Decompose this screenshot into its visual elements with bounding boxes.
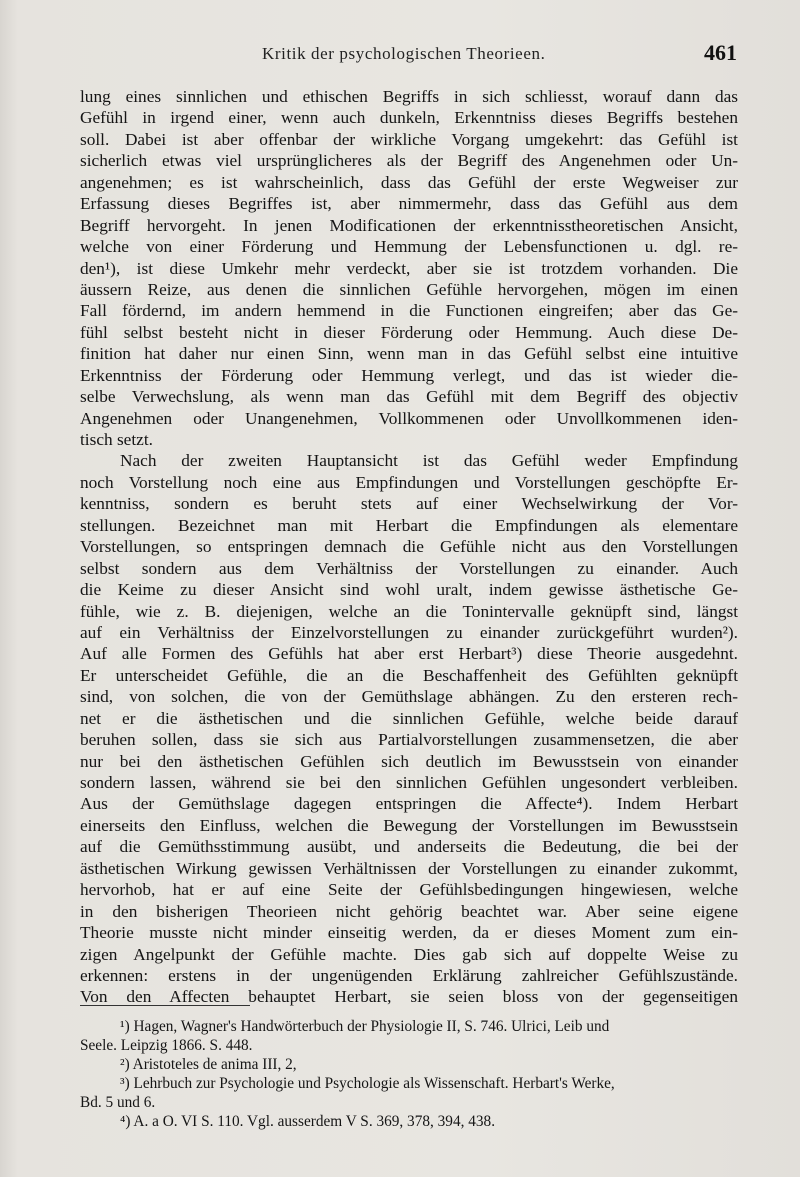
text-line: selbst sondern aus dem Verhältniss der Vorstellungen zu einander. Auch [80,558,738,578]
text-line: zigen Angelpunkt der Gefühle machte. Dies gab sich auf doppelte Weise zu [80,944,738,964]
text-line: die Keime zu dieser Ansicht sind wohl uralt, indem gewisse ästhetische Ge- [80,580,738,600]
text-line: einerseits den Einfluss, welchen die Bewegung der Vorstellungen im Bewusstsein [80,815,738,835]
text-line: Auf alle Formen des Gefühls hat aber erst Herbart³) diese Theorie ausgedehnt. [80,644,738,664]
text-line: auf ein Verhältniss der Einzelvorstellungen zu einander zurückgeführt wurden²). [80,622,738,642]
footnotes [80,1017,738,1131]
running-title: Kritik der psychologischen Theorieen. [262,44,546,63]
text-line: Begriff hervorgeht. In jenen Modificationen der erkenntnisstheoretischen Ansicht, [80,215,738,235]
running-head [0,40,800,70]
text-line: welche von einer Förderung und Hemmung der Lebensfunctionen u. dgl. re- [80,237,738,257]
footnote-line: ³) Lehrbuch zur Psychologie und Psychologie als Wissenschaft. Herbart's Werke, [120,1075,615,1092]
text-line: Angenehmen oder Unangenehmen, Vollkommenen oder Unvollkommenen iden- [80,408,738,428]
text-line: Vorstellungen, so entspringen demnach die Gefühle nicht aus den Vorstellungen [80,537,738,557]
text-line: lung eines sinnlichen und ethischen Begriffs in sich schliesst, worauf dann das [80,87,738,106]
text-line: Gefühl in irgend einer, wenn auch dunkeln, Erkenntniss dieses Begriffs bestehen [80,108,738,128]
text-line: auf die Gemüthsstimmung ausübt, und anderseits die Bedeutung, die bei der [80,837,738,857]
text-line: selbe Verwechslung, als wenn man das Gefühl mit dem Begriff des objectiv [80,387,738,407]
text-line: Nach der zweiten Hauptansicht ist das Gefühl weder Empfindung [120,451,738,471]
text-line: stellungen. Bezeichnet man mit Herbart die Empfindungen als elementare [80,515,738,535]
text-line: Erkenntniss der Förderung oder Hemmung verlegt, und das ist wieder die- [80,365,738,385]
text-line: kenntniss, sondern es beruht stets auf einer Wechselwirkung der Vor- [80,494,738,514]
text-line: Theorie musste nicht minder einseitig werden, da er dieses Moment zum ein- [80,923,738,943]
text-line: Aus der Gemüthslage dagegen entspringen die Affecte⁴). Indem Herbart [80,794,738,814]
text-line: ästhetischen Wirkung gewissen Verhältnissen der Vorstellungen zu einander zukommt, [80,858,738,878]
text-line: Fall fördernd, im andern hemmend in die Functionen eingreifen; aber das Ge- [80,301,738,321]
page-number: 461 [704,40,737,65]
text-line: Von den Affecten behauptet Herbart, sie seien bloss von der gegenseitigen [80,987,738,1007]
text-line: finition hat daher nur einen Sinn, wenn man in das Gefühl selbst eine intuitive [80,344,738,364]
text-line: den¹), ist diese Umkehr mehr verdeckt, aber sie ist trotzdem vorhanden. Die [80,258,738,278]
text-line: beruhen sollen, dass sie sich aus Partialvorstellungen zusammensetzen, die aber [80,730,738,750]
footnote-line: Seele. Leipzig 1866. S. 448. [80,1037,253,1054]
footnote-rule [80,1005,250,1006]
body-text [80,86,738,1008]
footnote-line: Bd. 5 und 6. [80,1094,156,1111]
footnote-line: ¹) Hagen, Wagner's Handwörterbuch der Physiologie II, S. 746. Ulrici, Leib und [120,1018,610,1035]
footnote-line: ⁴) A. a O. VI S. 110. Vgl. ausserdem V S. 369, 378, 394, 438. [120,1113,496,1130]
text-line: hervorhob, hat er auf eine Seite der Gefühlsbedingungen hingewiesen, welche [80,880,738,900]
text-line: fühl selbst besteht nicht in dieser Förderung oder Hemmung. Auch diese De- [80,322,738,342]
text-line: soll. Dabei ist aber offenbar der wirkliche Vorgang umgekehrt: das Gefühl ist [80,129,738,149]
text-line: erkennen: erstens in der ungenügenden Erklärung zahlreicher Gefühlszustände. [80,965,738,985]
footnote-line: ²) Aristoteles de anima III, 2, [120,1056,297,1073]
text-line: fühle, wie z. B. diejenigen, welche an die Tonintervalle geknüpft sind, längst [80,601,738,621]
text-line: Erfassung dieses Begriffes ist, aber nimmermehr, dass das Gefühl aus dem [80,194,738,214]
text-line: net er die ästhetischen und die sinnlichen Gefühle, welche beide darauf [80,708,738,728]
text-line: in den bisherigen Theorieen nicht gehörig beachtet war. Aber seine eigene [80,901,738,921]
text-line: nur bei den ästhetischen Gefühlen sich deutlich im Bewusstsein von einander [80,751,738,771]
text-line: sicherlich etwas viel ursprünglicheres als der Begriff des Angenehmen oder Un- [80,151,738,171]
text-line: sondern lassen, während sie bei den sinnlichen Gefühlen ungesondert verbleiben. [80,773,738,792]
text-line: Er unterscheidet Gefühle, die an die Beschaffenheit des Gefühlten geknüpft [80,665,738,685]
text-line: sind, von solchen, die von der Gemüthslage abhängen. Zu den ersteren rech- [80,687,738,707]
text-line: äussern Reize, aus denen die sinnlichen Gefühle hervorgehen, mögen im einen [80,279,738,299]
text-line: angenehmen; es ist wahrscheinlich, dass das Gefühl der erste Wegweiser zur [80,172,738,192]
text-line: noch Vorstellung noch eine aus Empfindungen und Vorstellungen geschöpfte Er- [80,472,738,492]
text-line: tisch setzt. [80,430,153,449]
